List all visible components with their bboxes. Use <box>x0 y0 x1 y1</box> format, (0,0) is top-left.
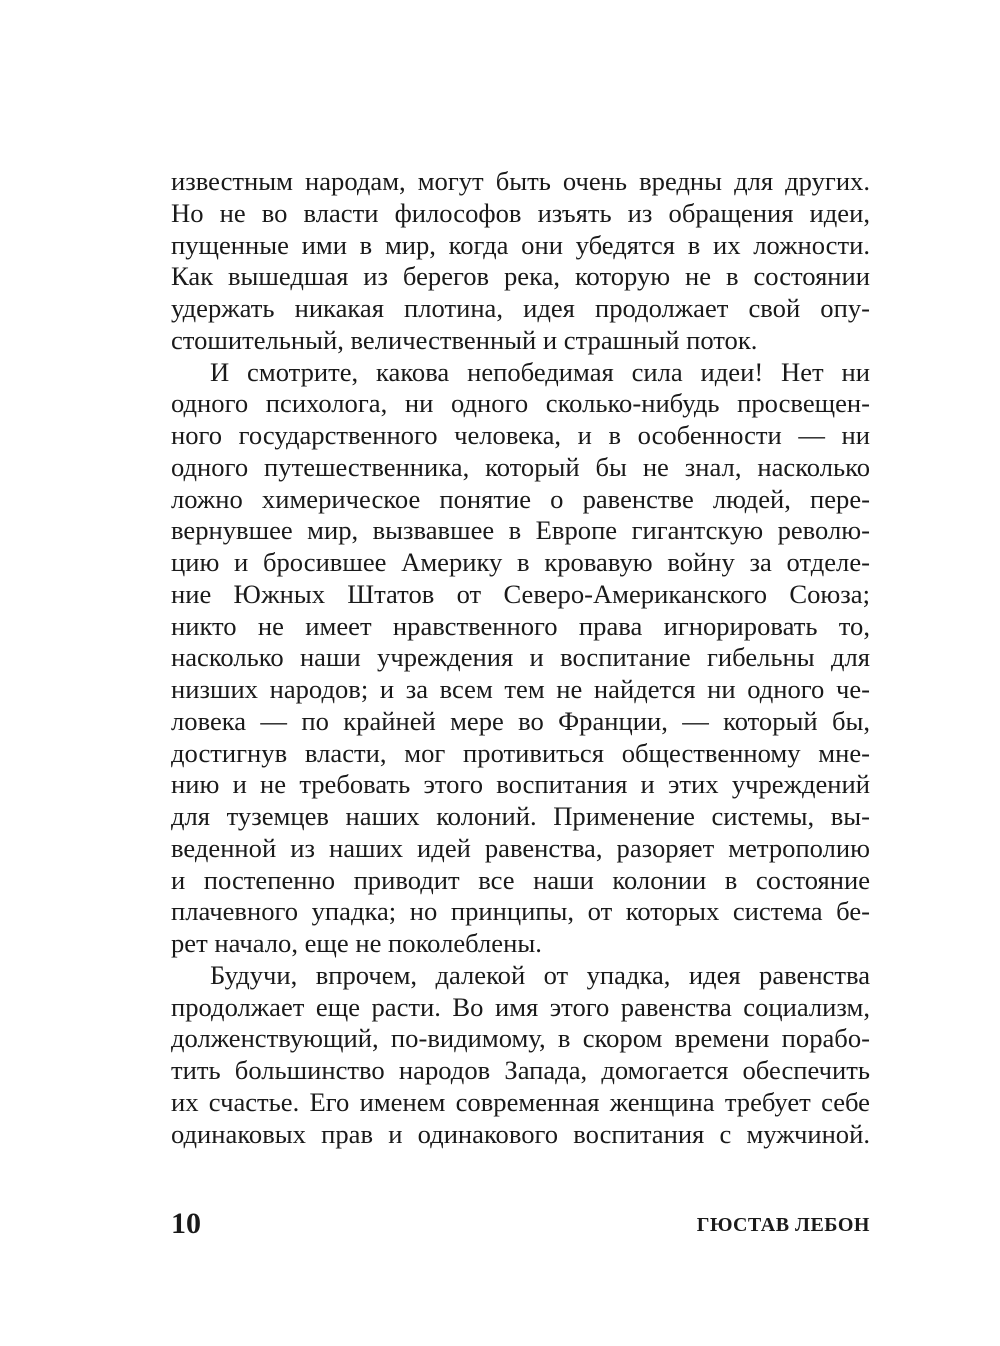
text-line: для туземцев наших колоний. Применение системы, вы- <box>171 801 870 831</box>
text-line: достигнув власти, мог противиться общественному мне- <box>171 737 870 768</box>
text-line: стошительный, величественный и страшный поток. <box>171 324 758 355</box>
text-line: низших народов; и за всем тем не найдется ни одного че- <box>171 674 870 704</box>
text-line: Но не во власти философов изъять из обращения идеи, <box>171 197 870 228</box>
text-line: ного государственного человека, и в особенности — ни <box>171 420 870 450</box>
running-head-author: ГЮСТАВ ЛЕБОН <box>696 1214 870 1236</box>
page-number: 10 <box>171 1207 201 1240</box>
text-line: одного путешественника, который бы не знал, насколько <box>171 451 870 482</box>
text-line: одного психолога, ни одного сколько-нибудь просвещен- <box>171 388 870 419</box>
body-text <box>171 166 870 1150</box>
text-line: одинаковых прав и одинакового воспитания с мужчиной. <box>171 1118 870 1149</box>
text-line: никто не имеет нравственного права игнорировать то, <box>171 610 870 641</box>
text-line: долженствующий, по-видимому, в скором времени порабо- <box>171 1023 870 1054</box>
text-line: тить большинство народов Запада, домогается обеспечить <box>171 1055 870 1085</box>
text-line: рет начало, еще не поколеблены. <box>171 928 542 958</box>
text-line: нию и не требовать этого воспитания и этих учреждений <box>171 769 870 800</box>
text-line: вернувшее мир, вызвавшее в Европе гигантскую револю- <box>171 515 870 546</box>
text-line: удержать никакая плотина, идея продолжает свой опу- <box>171 293 870 323</box>
text-line: ние Южных Штатов от Северо-Американского Союза; <box>171 578 870 609</box>
text-line: ловека — по крайней мере во Франции, — который бы, <box>171 705 870 736</box>
text-line: Как вышедшая из берегов река, которую не в состоянии <box>171 261 870 292</box>
text-line: цию и бросившее Америку в кровавую войну за отделе- <box>171 547 870 577</box>
text-line: плачевного упадка; но принципы, от которых система бе- <box>171 896 870 927</box>
text-line: Будучи, впрочем, далекой от упадка, идея равенства <box>210 959 870 990</box>
text-line: и постепенно приводит все наши колонии в состояние <box>171 864 870 895</box>
text-line: продолжает еще расти. Во имя этого равенства социализм, <box>171 991 870 1022</box>
text-line: веденной из наших идей равенства, разоряет метрополию <box>171 832 870 863</box>
page-footer <box>171 1207 870 1247</box>
text-line: их счастье. Его именем современная женщина требует себе <box>171 1086 870 1117</box>
text-line: ложно химерическое понятие о равенстве людей, пере- <box>171 483 870 514</box>
text-line: известным народам, могут быть очень вредны для других. <box>171 166 870 196</box>
text-line: И смотрите, какова непобедимая сила идеи! Нет ни <box>210 356 870 387</box>
text-line: пущенные ими в мир, когда они убедятся в их ложности. <box>171 229 870 260</box>
text-line: насколько наши учреждения и воспитание гибельны для <box>171 642 870 673</box>
